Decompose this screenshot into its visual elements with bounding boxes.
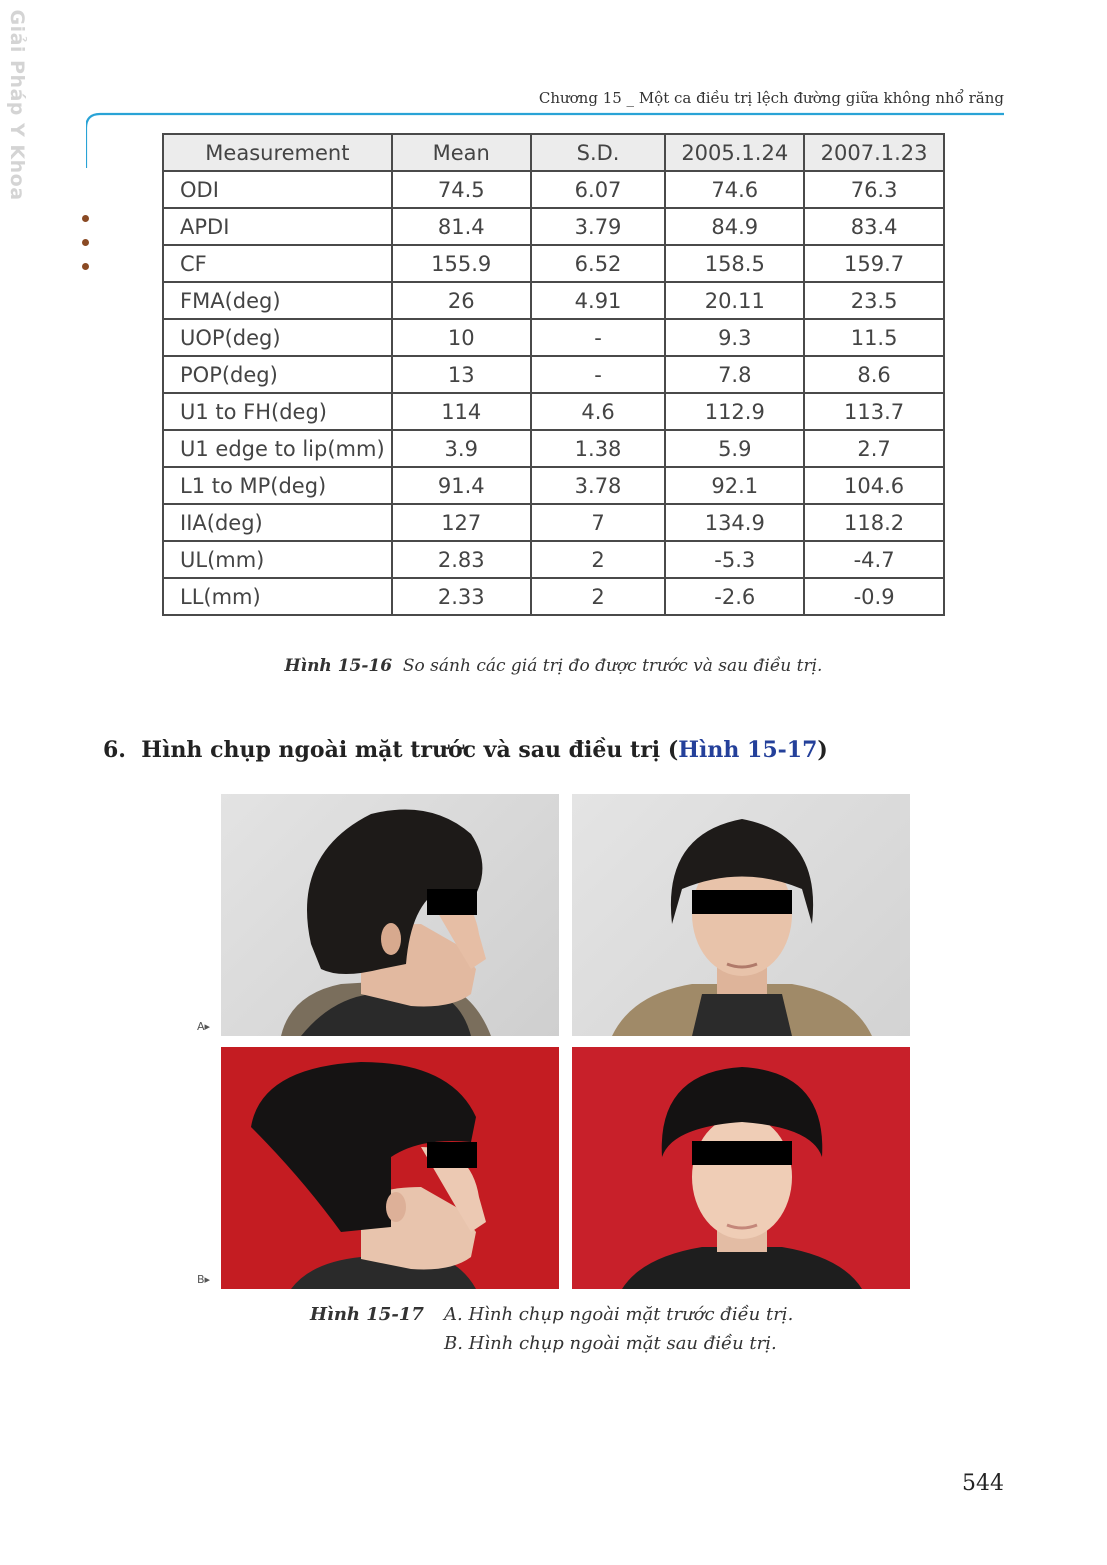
value-cell: 3.78 <box>531 467 666 504</box>
value-cell: 6.07 <box>531 171 666 208</box>
section-heading <box>103 737 828 763</box>
value-cell: 104.6 <box>804 467 944 504</box>
value-cell: 118.2 <box>804 504 944 541</box>
measurement-name-cell: LL(mm) <box>163 578 392 615</box>
value-cell: 23.5 <box>804 282 944 319</box>
value-cell: 13 <box>392 356 531 393</box>
value-cell: 3.9 <box>392 430 531 467</box>
value-cell: 114 <box>392 393 531 430</box>
value-cell: 11.5 <box>804 319 944 356</box>
column-header: Measurement <box>163 134 392 171</box>
measurement-name-cell: CF <box>163 245 392 282</box>
figure-reference-link[interactable]: Hình 15-17 <box>678 737 818 763</box>
table-row <box>163 171 944 208</box>
value-cell: 127 <box>392 504 531 541</box>
table-row <box>163 208 944 245</box>
table-row <box>163 245 944 282</box>
section-close-paren: ) <box>817 737 828 763</box>
table-row <box>163 356 944 393</box>
value-cell: -2.6 <box>665 578 804 615</box>
table-row <box>163 541 944 578</box>
measurement-name-cell: UL(mm) <box>163 541 392 578</box>
decorative-dots <box>82 215 89 287</box>
table-row <box>163 467 944 504</box>
value-cell: 2.83 <box>392 541 531 578</box>
photo-after-profile <box>221 1047 559 1289</box>
caption-number: Hình 15-16 <box>284 656 393 676</box>
value-cell: 74.6 <box>665 171 804 208</box>
value-cell: 92.1 <box>665 467 804 504</box>
figure-caption-15-16 <box>0 656 1107 676</box>
table-row <box>163 430 944 467</box>
measurement-name-cell: IIA(deg) <box>163 504 392 541</box>
photo-label-a: A▸ <box>197 1020 211 1033</box>
measurement-name-cell: FMA(deg) <box>163 282 392 319</box>
page-number: 544 <box>962 1471 1004 1496</box>
table-row <box>163 578 944 615</box>
caption-line-b: B. Hình chụp ngoài mặt sau điều trị. <box>444 1333 777 1354</box>
value-cell: 3.79 <box>531 208 666 245</box>
table-header-row <box>163 134 944 171</box>
running-header: Chương 15 _ Một ca điều trị lệch đường giữa không nhổ răng <box>538 89 1004 107</box>
value-cell: 2 <box>531 578 666 615</box>
table-row <box>163 504 944 541</box>
section-title: Hình chụp ngoài mặt trước và sau điều trị ( <box>141 737 679 763</box>
caption-number: Hình 15-17 <box>310 1304 424 1325</box>
value-cell: 134.9 <box>665 504 804 541</box>
value-cell: 84.9 <box>665 208 804 245</box>
value-cell: 81.4 <box>392 208 531 245</box>
value-cell: 76.3 <box>804 171 944 208</box>
measurement-name-cell: U1 to FH(deg) <box>163 393 392 430</box>
measurement-name-cell: UOP(deg) <box>163 319 392 356</box>
caption-line-a: A. Hình chụp ngoài mặt trước điều trị. <box>444 1304 794 1325</box>
side-brand-watermark: Giải Pháp Y Khoa <box>6 9 28 201</box>
table-row <box>163 393 944 430</box>
value-cell: 8.6 <box>804 356 944 393</box>
value-cell: 26 <box>392 282 531 319</box>
measurement-table <box>162 133 945 616</box>
value-cell: - <box>531 356 666 393</box>
value-cell: -4.7 <box>804 541 944 578</box>
value-cell: 7.8 <box>665 356 804 393</box>
measurement-name-cell: POP(deg) <box>163 356 392 393</box>
section-number: 6. <box>103 737 126 763</box>
value-cell: 74.5 <box>392 171 531 208</box>
photo-after-frontal <box>572 1047 910 1289</box>
value-cell: 158.5 <box>665 245 804 282</box>
value-cell: -0.9 <box>804 578 944 615</box>
value-cell: 7 <box>531 504 666 541</box>
value-cell: 4.91 <box>531 282 666 319</box>
caption-text: So sánh các giá trị đo được trước và sau điều trị. <box>402 656 823 676</box>
value-cell: - <box>531 319 666 356</box>
column-header: S.D. <box>531 134 666 171</box>
value-cell: 9.3 <box>665 319 804 356</box>
value-cell: 4.6 <box>531 393 666 430</box>
value-cell: 5.9 <box>665 430 804 467</box>
value-cell: 159.7 <box>804 245 944 282</box>
measurement-name-cell: APDI <box>163 208 392 245</box>
photo-label-b: B▸ <box>197 1273 211 1286</box>
value-cell: 1.38 <box>531 430 666 467</box>
table-row <box>163 319 944 356</box>
measurement-name-cell: U1 edge to lip(mm) <box>163 430 392 467</box>
measurement-name-cell: L1 to MP(deg) <box>163 467 392 504</box>
table-body <box>163 171 944 615</box>
value-cell: 10 <box>392 319 531 356</box>
value-cell: 2.33 <box>392 578 531 615</box>
value-cell: 20.11 <box>665 282 804 319</box>
photo-before-profile <box>221 794 559 1036</box>
value-cell: 91.4 <box>392 467 531 504</box>
value-cell: 83.4 <box>804 208 944 245</box>
column-header: Mean <box>392 134 531 171</box>
value-cell: 6.52 <box>531 245 666 282</box>
value-cell: 113.7 <box>804 393 944 430</box>
value-cell: 2 <box>531 541 666 578</box>
column-header: 2005.1.24 <box>665 134 804 171</box>
measurement-name-cell: ODI <box>163 171 392 208</box>
photo-before-frontal <box>572 794 910 1036</box>
value-cell: 2.7 <box>804 430 944 467</box>
column-header: 2007.1.23 <box>804 134 944 171</box>
table-row <box>163 282 944 319</box>
value-cell: 112.9 <box>665 393 804 430</box>
value-cell: -5.3 <box>665 541 804 578</box>
value-cell: 155.9 <box>392 245 531 282</box>
figure-caption-15-17 <box>310 1304 793 1354</box>
